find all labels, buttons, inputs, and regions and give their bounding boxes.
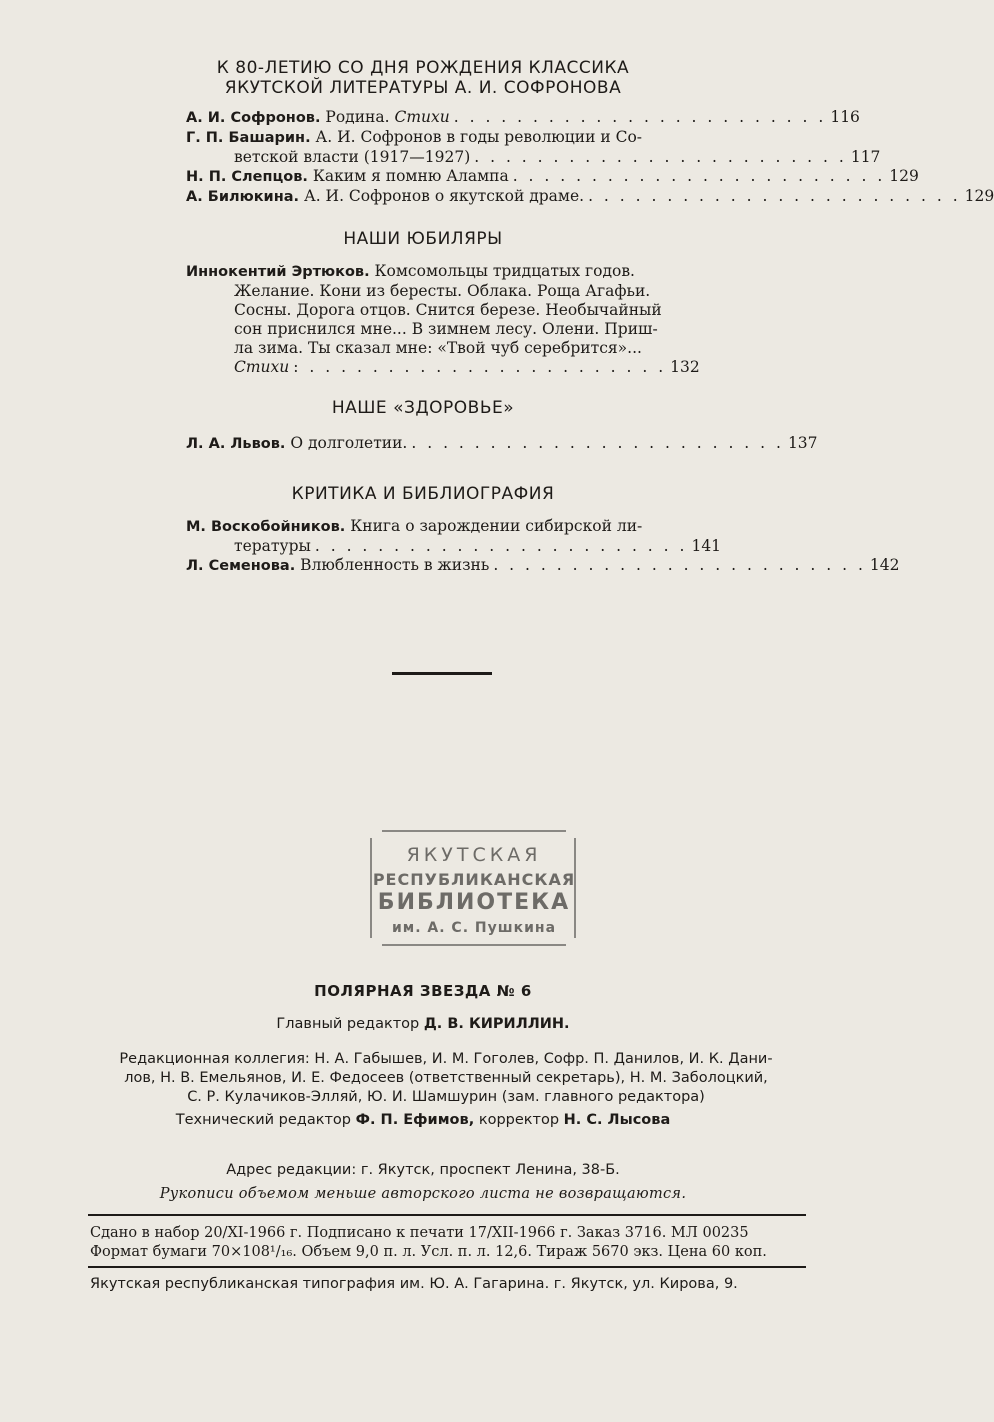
toc-author: М. Воскобойников. (186, 519, 346, 535)
printer-line: Якутская республиканская типография им. Ю. А. Гагарина. г. Якутск, ул. Кирова, 9. (90, 1276, 738, 1292)
section-heading-jubilees: НАШИ ЮБИЛЯРЫ (343, 229, 503, 249)
leader-dots: . . . . . . . . . . . . . . . . . . . . . . . . (411, 434, 784, 452)
leader-dots: . . . . . . . . . . . . . . . . . . . . . . . . (314, 537, 688, 555)
toc-title: А. И. Софронов в годы революции и Со- (315, 128, 643, 146)
toc-page-number: 129 (889, 167, 919, 185)
toc-author: Н. П. Слепцов. (186, 169, 308, 185)
toc-title-continuation: Желание. Кони из бересты. Облака. Роща Агафьи. (234, 282, 651, 300)
toc-jubilees (186, 262, 700, 377)
toc-genre: Стихи (234, 358, 290, 376)
toc-entry (186, 187, 994, 207)
toc-entry (186, 128, 881, 167)
toc-title: А. И. Софронов о якутской драме. (303, 187, 585, 205)
toc-title-continuation: сон приснился мне... В зимнем лесу. Олени. Приш- (234, 320, 658, 338)
chief-editor-label: Главный редактор (276, 1016, 420, 1032)
editorial-board (86, 1050, 806, 1107)
toc-title-continuation: тературы (234, 537, 311, 555)
divider-line (88, 1266, 806, 1268)
leader-dots: . . . . . . . . . . . . . . . . . . . . . . . . (493, 556, 866, 574)
editorial-board-line: С. Р. Кулачиков-Элляй, Ю. И. Шамшурин (зам. главного редактора) (187, 1089, 705, 1105)
imprint-block (90, 1224, 806, 1262)
leader-dots: . . . . . . . . . . . . . . . . . . . . . . . . (512, 167, 886, 185)
leader-dots: . . . . . . . . . . . . . . . . . . . . . . . . (588, 187, 961, 205)
toc-author: Г. П. Башарин. (186, 130, 311, 146)
section-heading-line: ЯКУТСКОЙ ЛИТЕРАТУРЫ А. И. СОФРОНОВА (224, 78, 622, 98)
toc-page-number: 137 (787, 434, 818, 452)
section-heading-line: К 80-ЛЕТИЮ СО ДНЯ РОЖДЕНИЯ КЛАССИКА (216, 58, 630, 78)
toc-page-number: 116 (830, 108, 860, 126)
toc-title: Влюбленность в жизнь (300, 556, 490, 574)
toc-entry (186, 108, 860, 128)
toc-sofronov (186, 108, 994, 207)
toc-page-number: 141 (691, 537, 722, 555)
stamp-line: им. А. С. Пушкина (391, 920, 557, 936)
toc-title: Каким я помню Алампа (312, 167, 509, 185)
stamp-line: РЕСПУБЛИКАНСКАЯ (372, 870, 576, 889)
toc-page-number: 132 (670, 358, 700, 376)
toc-title-continuation: Сосны. Дорога отцов. Снится березе. Необычайный (234, 301, 662, 319)
toc-title-continuation: ветской власти (1917—1927) (234, 148, 471, 166)
section-divider (392, 672, 492, 675)
toc-title: Родина. (325, 108, 390, 126)
tech-editor-name: Ф. П. Ефимов, (355, 1112, 475, 1128)
imprint-line: Формат бумаги 70×108¹/₁₆. Объем 9,0 п. л. Усл. п. л. 12,6. Тираж 5670 экз. Цена 60 коп. (90, 1244, 767, 1260)
toc-page-number: 117 (850, 148, 881, 166)
toc-entry (186, 262, 700, 377)
toc-entry (186, 556, 900, 576)
toc-author: Л. Семенова. (186, 558, 296, 574)
imprint-line: Сдано в набор 20/XI-1966 г. Подписано к печати 17/XII-1966 г. Заказ 3716. МЛ 00235 (90, 1225, 749, 1241)
editorial-address: Адрес редакции: г. Якутск, проспект Ленина, 38-Б. (226, 1162, 620, 1178)
corrector-name: Н. С. Лысова (563, 1112, 671, 1128)
divider-line (88, 1214, 806, 1216)
stamp-line: БИБЛИОТЕКА (377, 890, 571, 915)
toc-author: А. Билюкина. (186, 189, 300, 205)
library-stamp (368, 830, 580, 946)
toc-title: Книга о зарождении сибирской ли- (350, 517, 643, 535)
tech-editor-label: Технический редактор (175, 1112, 352, 1128)
tech-editor-credit (0, 1112, 846, 1128)
toc-genre: Стихи (394, 108, 450, 126)
toc-entry (186, 167, 919, 187)
toc-title: Комсомольцы тридцатых годов. (374, 262, 635, 280)
leader-dots: . . . . . . . . . . . . . . . . . . . . . . . . (453, 108, 827, 126)
magazine-title: ПОЛЯРНАЯ ЗВЕЗДА № 6 (314, 982, 532, 1000)
chief-editor-credit (0, 1016, 846, 1032)
section-heading-health: НАШЕ «ЗДОРОВЬЕ» (331, 398, 515, 418)
corrector-label: корректор (478, 1112, 560, 1128)
manuscripts-note: Рукописи объемом меньше авторского листа не возвращаются. (159, 1186, 687, 1202)
stamp-border (382, 830, 566, 832)
stamp-border (382, 944, 566, 946)
toc-page-number: 142 (869, 556, 900, 574)
toc-page-number: 129 (964, 187, 994, 205)
editorial-board-line: Редакционная коллегия: Н. А. Габышев, И. М. Гоголев, Софр. П. Данилов, И. К. Дани- (119, 1051, 773, 1067)
leader-dots: : . . . . . . . . . . . . . . . . . . . . . . . (293, 358, 667, 376)
toc-author: А. И. Софронов. (186, 110, 321, 126)
section-heading-criticism: КРИТИКА И БИБЛИОГРАФИЯ (291, 484, 555, 504)
editorial-board-line: лов, Н. В. Емельянов, И. Е. Федосеев (ответственный секретарь), Н. М. Заболоцкий, (124, 1070, 768, 1086)
toc-entry (186, 517, 722, 556)
toc-entry (186, 434, 818, 454)
leader-dots: . . . . . . . . . . . . . . . . . . . . . . . . (474, 148, 847, 166)
toc-author: Иннокентий Эртюков. (186, 264, 370, 280)
toc-title-continuation: ла зима. Ты сказал мне: «Твой чуб серебрится»... (234, 339, 642, 357)
section-heading-sofronov (0, 58, 846, 98)
toc-title: О долголетии. (290, 434, 408, 452)
toc-health (186, 434, 818, 454)
toc-author: Л. А. Львов. (186, 436, 286, 452)
stamp-line: ЯКУТСКАЯ (406, 844, 542, 866)
toc-criticism (186, 517, 900, 576)
chief-editor-name: Д. В. КИРИЛЛИН. (423, 1016, 570, 1032)
